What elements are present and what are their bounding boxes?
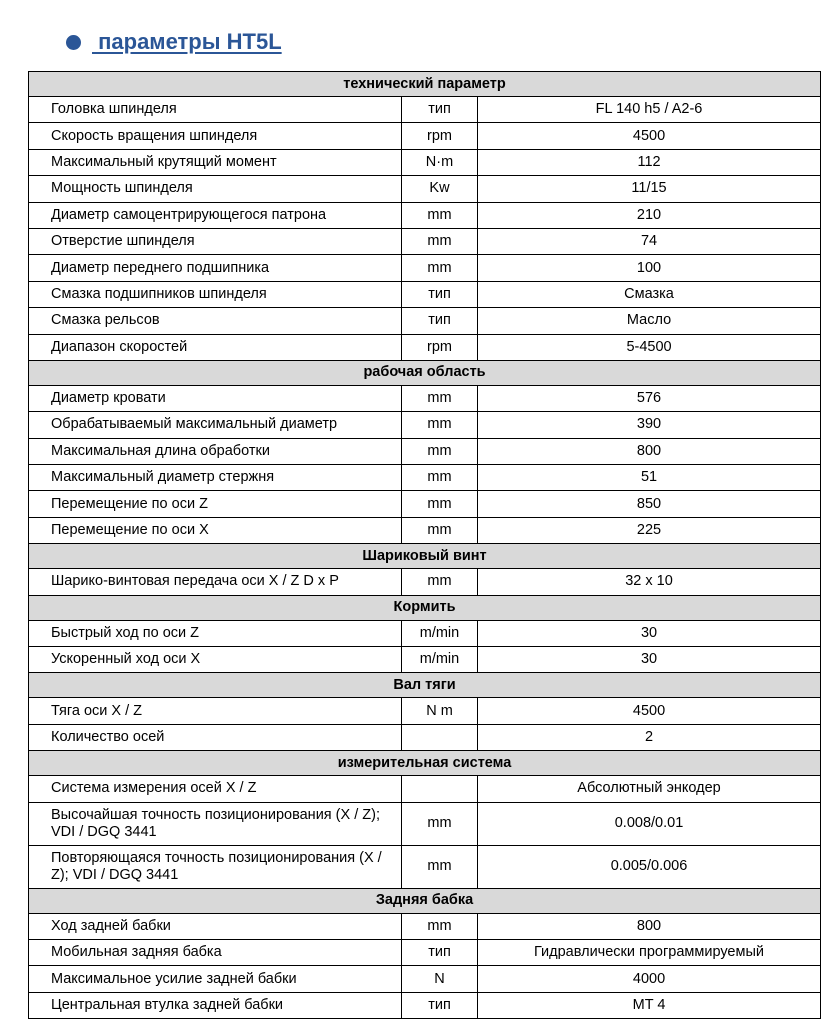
unit-cell: тип — [402, 308, 478, 334]
table-row — [29, 724, 821, 750]
unit-cell: тип — [402, 939, 478, 965]
value-cell: 800 — [478, 438, 821, 464]
unit-cell: mm — [402, 517, 478, 543]
table-row — [29, 845, 821, 888]
param-name-cell: Максимальный диаметр стержня — [29, 465, 402, 491]
param-name-cell: Мощность шпинделя — [29, 176, 402, 202]
value-cell: 32 x 10 — [478, 569, 821, 595]
param-name-cell: Перемещение по оси X — [29, 517, 402, 543]
unit-cell: mm — [402, 438, 478, 464]
value-cell: 74 — [478, 228, 821, 254]
param-name-cell: Скорость вращения шпинделя — [29, 123, 402, 149]
unit-cell: mm — [402, 385, 478, 411]
param-name-cell: Диаметр кровати — [29, 385, 402, 411]
section-title: Вал тяги — [29, 673, 821, 698]
section-title: рабочая область — [29, 360, 821, 385]
table-row — [29, 569, 821, 595]
table-row — [29, 966, 821, 992]
table-row — [29, 939, 821, 965]
unit-cell: N — [402, 966, 478, 992]
section-title: технический параметр — [29, 72, 821, 97]
section-header-row — [29, 595, 821, 620]
table-row — [29, 698, 821, 724]
unit-cell: Kw — [402, 176, 478, 202]
value-cell: Масло — [478, 308, 821, 334]
table-row — [29, 647, 821, 673]
unit-cell: mm — [402, 491, 478, 517]
table-row — [29, 913, 821, 939]
value-cell: 30 — [478, 647, 821, 673]
unit-cell: N·m — [402, 149, 478, 175]
unit-cell: N m — [402, 698, 478, 724]
section-header-row — [29, 673, 821, 698]
value-cell: 0.008/0.01 — [478, 802, 821, 845]
section-header-row — [29, 72, 821, 97]
section-title: Шариковый винт — [29, 544, 821, 569]
value-cell: 51 — [478, 465, 821, 491]
param-name-cell: Перемещение по оси Z — [29, 491, 402, 517]
unit-cell: rpm — [402, 334, 478, 360]
param-name-cell: Смазка подшипников шпинделя — [29, 281, 402, 307]
value-cell: 210 — [478, 202, 821, 228]
param-name-cell: Мобильная задняя бабка — [29, 939, 402, 965]
value-cell: Гидравлически программируемый — [478, 939, 821, 965]
page-title: параметры HT5L — [92, 29, 282, 54]
table-row — [29, 255, 821, 281]
table-row — [29, 281, 821, 307]
table-row — [29, 465, 821, 491]
table-row — [29, 802, 821, 845]
param-name-cell: Высочайшая точность позиционирования (X / Z); VDI / DGQ 3441 — [29, 802, 402, 845]
param-name-cell: Максимальный крутящий момент — [29, 149, 402, 175]
value-cell: 225 — [478, 517, 821, 543]
unit-cell: mm — [402, 913, 478, 939]
value-cell: FL 140 h5 / A2-6 — [478, 97, 821, 123]
value-cell: 112 — [478, 149, 821, 175]
param-name-cell: Максимальное усилие задней бабки — [29, 966, 402, 992]
param-name-cell: Диапазон скоростей — [29, 334, 402, 360]
value-cell: 800 — [478, 913, 821, 939]
section-header-row — [29, 360, 821, 385]
table-row — [29, 992, 821, 1018]
value-cell: 5-4500 — [478, 334, 821, 360]
table-row — [29, 491, 821, 517]
table-row — [29, 228, 821, 254]
unit-cell: тип — [402, 97, 478, 123]
unit-cell: mm — [402, 255, 478, 281]
table-row — [29, 97, 821, 123]
section-title: Задняя бабка — [29, 888, 821, 913]
section-header-row — [29, 544, 821, 569]
table-row — [29, 620, 821, 646]
unit-cell — [402, 724, 478, 750]
table-row — [29, 202, 821, 228]
page-header — [66, 22, 282, 62]
section-header-row — [29, 751, 821, 776]
unit-cell: mm — [402, 465, 478, 491]
table-row — [29, 123, 821, 149]
table-row — [29, 308, 821, 334]
value-cell: 390 — [478, 412, 821, 438]
value-cell: MT 4 — [478, 992, 821, 1018]
section-title: измерительная система — [29, 751, 821, 776]
section-header-row — [29, 888, 821, 913]
param-name-cell: Тяга оси X / Z — [29, 698, 402, 724]
table-row — [29, 334, 821, 360]
unit-cell: m/min — [402, 620, 478, 646]
param-name-cell: Ускоренный ход оси X — [29, 647, 402, 673]
value-cell: Смазка — [478, 281, 821, 307]
value-cell: 4500 — [478, 698, 821, 724]
unit-cell: mm — [402, 845, 478, 888]
value-cell: 4000 — [478, 966, 821, 992]
unit-cell: mm — [402, 202, 478, 228]
param-name-cell: Повторяющаяся точность позиционирования (X / Z); VDI / DGQ 3441 — [29, 845, 402, 888]
param-name-cell: Смазка рельсов — [29, 308, 402, 334]
unit-cell: mm — [402, 802, 478, 845]
table-row — [29, 438, 821, 464]
param-name-cell: Количество осей — [29, 724, 402, 750]
unit-cell: mm — [402, 412, 478, 438]
param-name-cell: Ход задней бабки — [29, 913, 402, 939]
value-cell: 0.005/0.006 — [478, 845, 821, 888]
section-title: Кормить — [29, 595, 821, 620]
unit-cell: mm — [402, 228, 478, 254]
param-name-cell: Обрабатываемый максимальный диаметр — [29, 412, 402, 438]
spec-table-body — [29, 72, 821, 1019]
param-name-cell: Отверстие шпинделя — [29, 228, 402, 254]
bullet-icon — [66, 35, 81, 50]
value-cell: 4500 — [478, 123, 821, 149]
param-name-cell: Головка шпинделя — [29, 97, 402, 123]
unit-cell: тип — [402, 281, 478, 307]
value-cell: 850 — [478, 491, 821, 517]
param-name-cell: Диаметр переднего подшипника — [29, 255, 402, 281]
unit-cell: mm — [402, 569, 478, 595]
value-cell: 2 — [478, 724, 821, 750]
param-name-cell: Шарико-винтовая передача оси X / Z D x P — [29, 569, 402, 595]
param-name-cell: Максимальная длина обработки — [29, 438, 402, 464]
param-name-cell: Диаметр самоцентрирующегося патрона — [29, 202, 402, 228]
param-name-cell: Быстрый ход по оси Z — [29, 620, 402, 646]
table-row — [29, 149, 821, 175]
table-row — [29, 412, 821, 438]
unit-cell: m/min — [402, 647, 478, 673]
value-cell: 30 — [478, 620, 821, 646]
unit-cell: rpm — [402, 123, 478, 149]
value-cell: 576 — [478, 385, 821, 411]
unit-cell: тип — [402, 992, 478, 1018]
table-row — [29, 176, 821, 202]
value-cell: Абсолютный энкодер — [478, 776, 821, 802]
param-name-cell: Центральная втулка задней бабки — [29, 992, 402, 1018]
param-name-cell: Система измерения осей X / Z — [29, 776, 402, 802]
value-cell: 100 — [478, 255, 821, 281]
unit-cell — [402, 776, 478, 802]
value-cell: 11/15 — [478, 176, 821, 202]
table-row — [29, 776, 821, 802]
table-row — [29, 385, 821, 411]
spec-table — [28, 71, 821, 1019]
table-row — [29, 517, 821, 543]
